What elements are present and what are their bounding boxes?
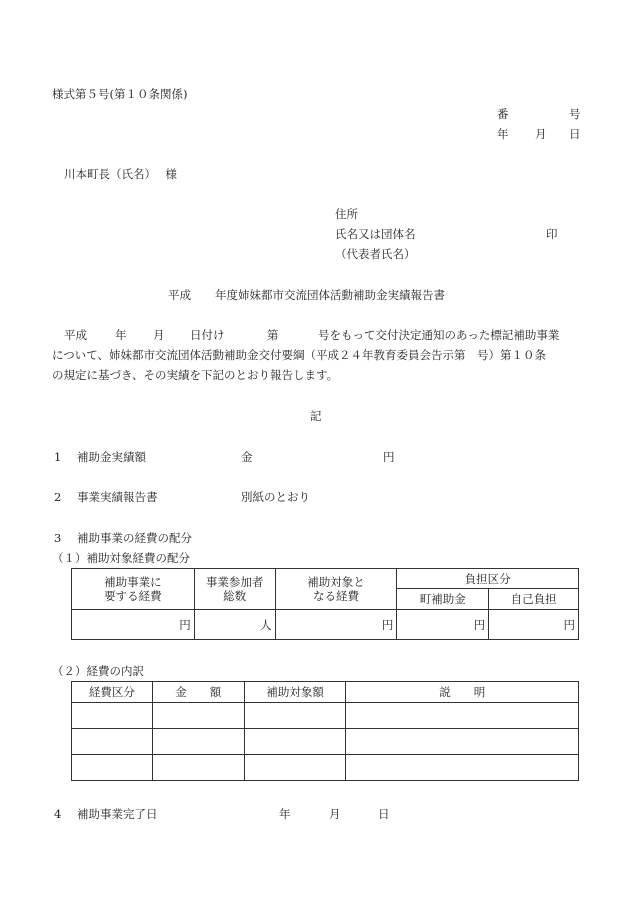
item4-number: 4 [54, 807, 62, 821]
table-row [72, 755, 579, 781]
item3-number: 3 [54, 531, 62, 545]
expense-allocation-table [71, 568, 579, 640]
seal-mark: 印 [546, 227, 558, 241]
date-day: 日 [569, 127, 581, 141]
item4-month: 月 [329, 807, 341, 821]
item2-label: 事業実績報告書 [77, 490, 158, 504]
body-day-ref: 日付け [190, 328, 225, 342]
item4-label: 補助事業完了日 [77, 807, 158, 821]
cell-project-expense: 円 [72, 610, 195, 640]
item1-kin: 金 [241, 450, 253, 464]
table-row [72, 703, 579, 729]
item1-number: 1 [54, 450, 62, 464]
body-line1-rest: 号をもって交付決定通知のあった標記補助事業 [318, 328, 560, 342]
addressee: 川本町長（氏名） 様 [64, 167, 177, 181]
form-number: 様式第５号(第１０条関係) [52, 87, 188, 101]
title-era: 平成 [168, 288, 191, 302]
header-amount: 金 額 [152, 682, 244, 703]
item4-day: 日 [378, 807, 390, 821]
table-row [72, 729, 579, 755]
body-dai: 第 [267, 328, 279, 342]
header-expense-category: 経費区分 [72, 682, 153, 703]
header-burden-share: 負担区分 [397, 569, 579, 589]
applicant-name: 氏名又は団体名 [335, 227, 416, 241]
item3-label: 補助事業の経費の配分 [77, 531, 192, 545]
header-eligible-amount: 補助対象額 [244, 682, 346, 703]
applicant-representative: （代表者氏名） [335, 247, 416, 261]
body-line2: について、姉妹都市交流団体活動補助金交付要綱（平成２４年教育委員会告示第 号）第１０条 [52, 348, 547, 362]
date-year: 年 [497, 127, 509, 141]
item3-sub1: （１）補助対象経費の配分 [52, 551, 190, 565]
ki-heading: 記 [310, 409, 322, 423]
item3-sub2: （２）経費の内訳 [52, 664, 144, 678]
header-project-expense: 補助事業に 要する経費 [72, 569, 195, 610]
item2-value: 別紙のとおり [241, 490, 310, 504]
document-title: 年度姉妹都市交流団体活動補助金実績報告書 [215, 288, 445, 302]
header-participants: 事業参加者 総数 [194, 569, 275, 610]
cell-participants: 人 [194, 610, 275, 640]
date-month: 月 [535, 127, 547, 141]
body-era: 平成 [64, 328, 87, 342]
body-month: 月 [153, 328, 165, 342]
cell-eligible-expense: 円 [275, 610, 397, 640]
body-line3: の規定に基づき、その実績を下記のとおり報告します。 [52, 368, 339, 382]
item4-year: 年 [279, 807, 291, 821]
applicant-address: 住所 [335, 207, 358, 221]
header-description: 説 明 [346, 682, 579, 703]
doc-number-suffix: 号 [569, 107, 581, 121]
expense-breakdown-table [71, 681, 579, 781]
doc-number-label: 番 [497, 107, 509, 121]
header-eligible-expense: 補助対象と なる経費 [275, 569, 397, 610]
header-self-burden: 自己負担 [489, 589, 579, 610]
cell-town-subsidy: 円 [397, 610, 489, 640]
cell-self-burden: 円 [489, 610, 579, 640]
body-year: 年 [115, 328, 127, 342]
item2-number: 2 [54, 490, 62, 504]
header-town-subsidy: 町補助金 [397, 589, 489, 610]
item1-yen: 円 [383, 450, 395, 464]
item1-label: 補助金実績額 [77, 450, 146, 464]
